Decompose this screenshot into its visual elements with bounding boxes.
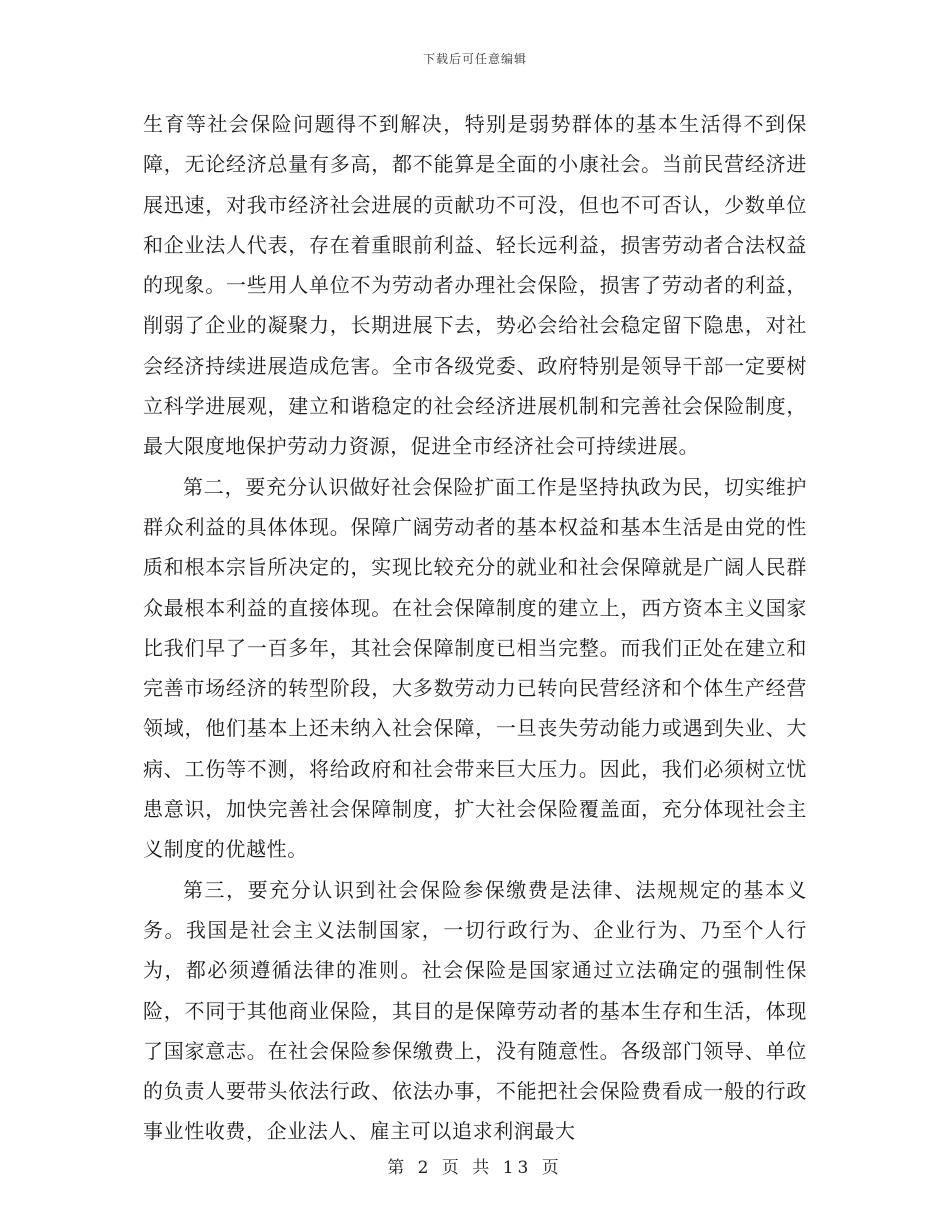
paragraph-third-point: 第三，要充分认识到社会保险参保缴费是法律、法规规定的基本义务。我国是社会主义法制国家，一切行政行为、企业行为、乃至个人行为，都必须遵循法律的准则。社会保险是国家通过立法确定的强制性保险，不同于其他商业保险，其目的是保障劳动者的基本生存和生活，体现了国家意志。在社会保险参保缴费上，没有随意性。各级部门领导、单位的负责人要带头依法行政、依法办事，不能把社会保险费看成一般的行政事业性收费，企业法人、雇主可以追求利润最大 — [143, 877, 807, 1144]
page-header: 下载后可任意编辑 — [422, 52, 527, 66]
paragraph-continued: 生育等社会保险问题得不到解决，特别是弱势群体的基本生活得不到保障，无论经济总量有多高，都不能算是全面的小康社会。当前民营经济进展迅速，对我市经济社会进展的贡献功不可没，但也不可否认，少数单位和企业法人代表，存在着重眼前利益、轻长远利益，损害劳动者合法权益的现象。一些用人单位不为劳动者办理社会保险，损害了劳动者的利益，削弱了企业的凝聚力，长期进展下去，势必会给社会稳定留下隐患，对社会经济持续进展造成危害。全市各级党委、政府特别是领导干部一定要树立科学进展观，建立和谐稳定的社会经济进展机制和完善社会保险制度，最大限度地保护劳动力资源，促进全市经济社会可持续进展。 — [143, 112, 807, 459]
page-footer: 第 2 页 共 13 页 — [387, 1158, 563, 1178]
paragraph-second-point: 第二，要充分认识做好社会保险扩面工作是坚持执政为民，切实维护群众利益的具体体现。保障广阔劳动者的基本权益和基本生活是由党的性质和根本宗旨所决定的，实现比较充分的就业和社会保障就是广阔人民群众最根本利益的直接体现。在社会保障制度的建立上，西方资本主义国家比我们早了一百多年，其社会保障制度已相当完整。而我们正处在建立和完善市场经济的转型阶段，大多数劳动力已转向民营经济和个体生产经营领域，他们基本上还未纳入社会保障，一旦丧失劳动能力或遇到失业、大病、工伤等不测，将给政府和社会带来巨大压力。因此，我们必须树立忧患意识，加快完善社会保障制度，扩大社会保险覆盖面，充分体现社会主义制度的优越性。 — [143, 474, 807, 862]
body-text — [143, 104, 807, 1152]
